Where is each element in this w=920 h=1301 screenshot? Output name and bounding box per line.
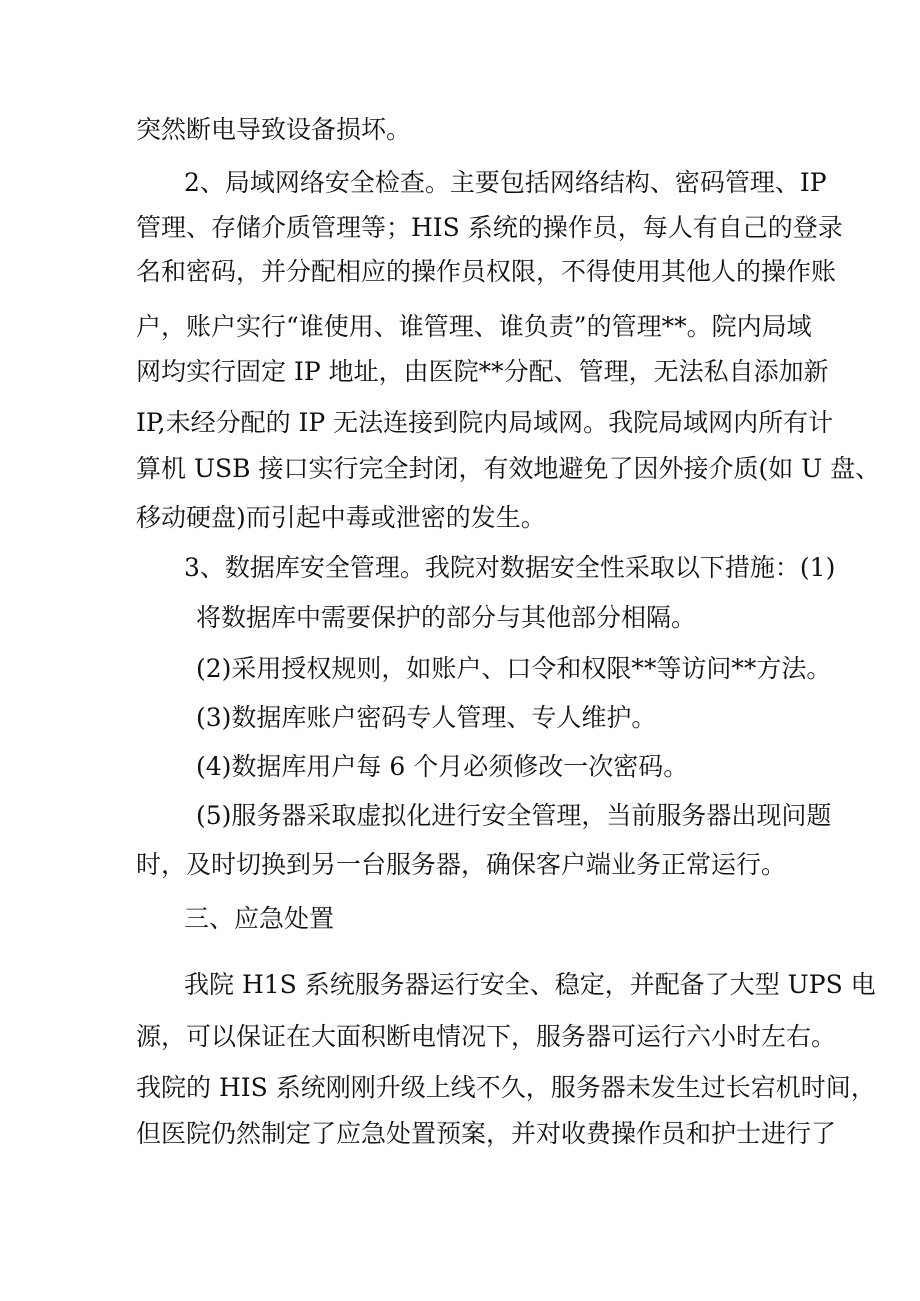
text-line-15: (5)服务器采取虚拟化进行安全管理，当前服务器出现问题 xyxy=(196,801,832,830)
text-line-10: 3、数据库安全管理。我院对数据安全性采取以下措施：(1) xyxy=(184,553,836,582)
text-line-14: (4)数据库用户每 6 个月必须修改一次密码。 xyxy=(196,752,689,781)
text-line-13: (3)数据库账户密码专人管理、专人维护。 xyxy=(196,703,657,732)
text-line-19: 源，可以保证在大面积断电情况下，服务器可运行六小时左右。 xyxy=(136,1022,837,1051)
text-line-12: (2)采用授权规则，如账户、口令和权限**等访问**方法。 xyxy=(196,654,832,683)
text-line-16: 时，及时切换到另一台服务器，确保客户端业务正常运行。 xyxy=(136,850,787,879)
text-line-9: 移动硬盘)而引起中毒或泄密的发生。 xyxy=(136,503,546,532)
text-line-5: 户，账户实行“谁使用、谁管理、谁负责”的管理**。院内局域 xyxy=(136,312,812,341)
text-line-4: 名和密码，并分配相应的操作员权限，不得使用其他人的操作账 xyxy=(136,257,837,286)
text-line-7: IP,未经分配的 IP 无法连接到院内局域网。我院局域网内所有计 xyxy=(136,408,834,437)
text-line-3: 管理、存储介质管理等；HIS 系统的操作员，每人有自己的登录 xyxy=(136,213,843,242)
text-line-8: 算机 USB 接口实行完全封闭，有效地避免了因外接介质(如 U 盘、 xyxy=(136,454,881,483)
text-line-20: 我院的 HIS 系统刚刚升级上线不久，服务器未发生过长宕机时间， xyxy=(136,1073,876,1102)
text-line-11: 将数据库中需要保护的部分与其他部分相隔。 xyxy=(196,603,697,632)
text-line-21: 但医院仍然制定了应急处置预案，并对收费操作员和护士进行了 xyxy=(136,1119,837,1148)
text-line-1: 突然断电导致设备损坏。 xyxy=(136,115,412,144)
text-line-2: 2、局域网络安全检查。主要包括网络结构、密码管理、IP xyxy=(184,168,827,197)
text-line-18: 我院 H1S 系统服务器运行安全、稳定，并配备了大型 UPS 电 xyxy=(184,970,876,999)
text-line-6: 网均实行固定 IP 地址，由医院**分配、管理，无法私自添加新 xyxy=(136,357,829,386)
section-heading: 三、应急处置 xyxy=(184,904,335,933)
